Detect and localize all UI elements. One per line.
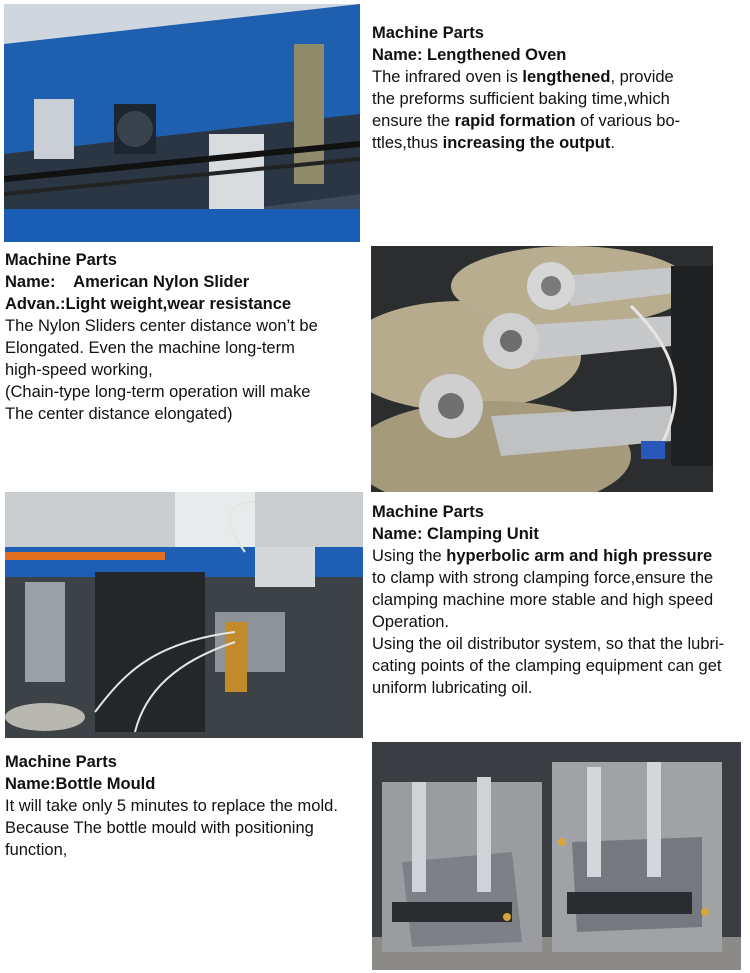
section-nylon-slider [5, 249, 363, 425]
infrared-oven-image [4, 4, 360, 242]
section-heading: Machine Parts [372, 24, 484, 42]
emphasis: rapid formation [454, 112, 576, 130]
part-name: Name: American Nylon Slider [5, 273, 250, 291]
part-name: Name: Clamping Unit [372, 525, 539, 543]
part-name: Name: Lengthened Oven [372, 46, 567, 64]
section-body [372, 545, 744, 699]
body-line: The center distance elongated) [5, 405, 233, 423]
body-line: ensure the rapid formation of various bo- [372, 112, 681, 130]
bottle-mould-photo [372, 742, 741, 970]
nylon-slider-photo [371, 246, 713, 492]
body-line: clamping machine more stable and high speed [372, 591, 714, 609]
body-line: Using the hyperbolic arm and high pressure [372, 547, 713, 565]
body-line: The infrared oven is lengthened, provide [372, 68, 674, 86]
section-body [372, 66, 744, 154]
section-heading: Machine Parts [372, 503, 484, 521]
emphasis: lengthened [522, 68, 611, 86]
section-heading: Machine Parts [5, 251, 117, 269]
emphasis: increasing the output [442, 134, 611, 152]
section-heading: Machine Parts [5, 753, 117, 771]
body-line: the preforms sufficient baking time,which [372, 90, 670, 108]
body-line: high-speed working, [5, 361, 153, 379]
body-line: Elongated. Even the machine long-term [5, 339, 295, 357]
body-line: to clamp with strong clamping force,ensure the [372, 569, 714, 587]
body-line: function, [5, 841, 68, 859]
nylon-slider-image [371, 246, 713, 492]
bottle-mould-image [372, 742, 741, 970]
body-line: uniform lubricating oil. [372, 679, 533, 697]
body-line: (Chain-type long-term operation will make [5, 383, 311, 401]
infrared-oven-photo [4, 4, 360, 242]
advantage-line: Advan.:Light weight,wear resistance [5, 295, 292, 313]
body-line: The Nylon Sliders center distance won’t be [5, 317, 318, 335]
section-body [5, 795, 363, 861]
part-name: Name:Bottle Mould [5, 775, 156, 793]
body-line: cating points of the clamping equipment can get [372, 657, 722, 675]
emphasis: hyperbolic arm and high pressure [446, 547, 713, 565]
section-oven [372, 22, 744, 154]
section-clamping-unit [372, 501, 744, 699]
body-line: It will take only 5 minutes to replace the mold. [5, 797, 338, 815]
clamping-unit-image [5, 492, 363, 738]
section-bottle-mould [5, 751, 363, 861]
clamping-unit-photo [5, 492, 363, 738]
body-line: Operation. [372, 613, 450, 631]
body-line: ttles,thus increasing the output. [372, 134, 615, 152]
body-line: Because The bottle mould with positioning [5, 819, 314, 837]
section-body [5, 315, 363, 425]
body-line: Using the oil distributor system, so that the lubri- [372, 635, 725, 653]
